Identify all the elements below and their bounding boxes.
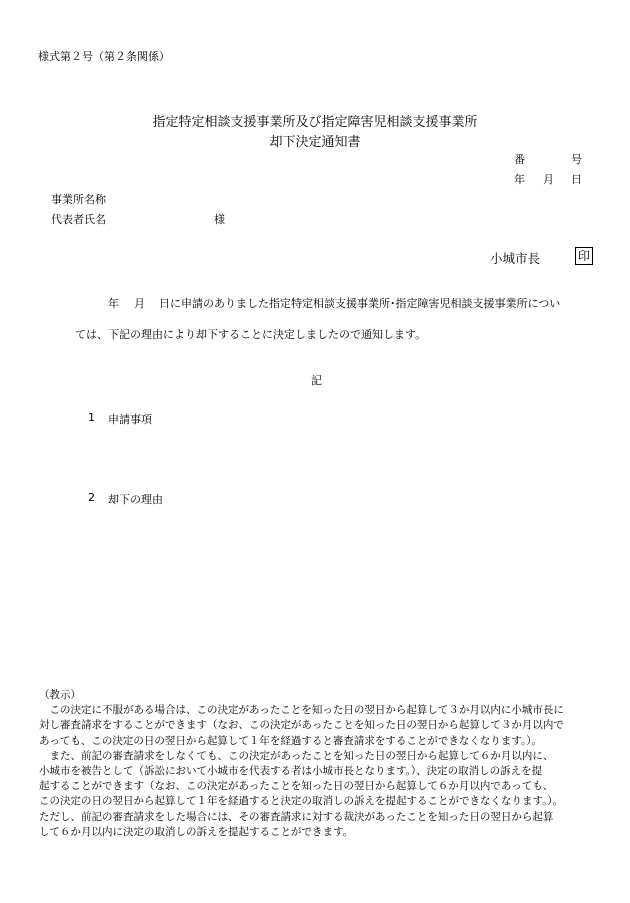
instruction-heading: （教示） [39, 689, 81, 701]
instruction-line: 対し審査請求をすることができます（なお、この決定があったことを知った日の翌日から起算して３か月以内で [39, 719, 564, 732]
body-year: 年 [108, 297, 119, 310]
instruction-line: また、前記の審査請求をしなくても、この決定があったことを知った日の翌日から起算して６か月以内に、 [39, 749, 554, 762]
instruction-block [39, 688, 599, 840]
issuer-name: 小城市長 [490, 251, 541, 266]
ki-heading: 記 [311, 374, 322, 387]
instruction-line: この決定に不服がある場合は、この決定があったことを知った日の翌日から起算して３か月以内に小城市長に [39, 704, 564, 717]
body-line-2: ては、下記の理由により却下することに決定しましたので通知します。 [75, 328, 427, 341]
date-year: 年 [514, 173, 525, 186]
document-subtitle: 却下決定通知書 [269, 135, 361, 150]
date-day: 日 [571, 173, 582, 186]
office-name-label: 事業所名称 [51, 193, 106, 206]
doc-number-go: 号 [571, 153, 582, 166]
date-month: 月 [543, 173, 554, 186]
body-line-1: 日に申請のありました指定特定相談支援事業所･指定障害児相談支援事業所につい [159, 297, 561, 310]
representative-name-label: 代表者氏名 [51, 213, 106, 226]
instruction-line: ただし、前記の審査請求をした場合には、その審査請求に対する裁決があったことを知った日の翌日から起算 [39, 810, 554, 823]
item-number-2: 2 [88, 491, 95, 504]
seal-mark: 印 [575, 247, 593, 265]
instruction-line: この決定の日の翌日から起算して１年を経過すると決定の取消しの訴えを提起することができなくなります。）。 [39, 795, 564, 808]
instruction-line: して６か月以内に決定の取消しの訴えを提起することができます。 [39, 825, 354, 838]
instruction-line: 起することができます（なお、この決定があったことを知った日の翌日から起算して６か月以内であっても、 [39, 780, 554, 793]
doc-number-ban: 番 [514, 153, 525, 166]
body-month: 月 [134, 297, 145, 310]
item-label-application: 申請事項 [108, 413, 152, 426]
honorific: 様 [214, 213, 225, 226]
form-number: 様式第２号（第２条関係） [38, 50, 170, 63]
item-number-1: 1 [88, 411, 95, 424]
instruction-line: あっても、この決定の日の翌日から起算して１年を経過すると審査請求をすることができなくなります。）。 [39, 734, 543, 747]
item-label-reason: 却下の理由 [108, 493, 163, 506]
instruction-line: 小城市を被告として（訴訟において小城市を代表する者は小城市長となります。）、決定の取消しの訴えを提 [39, 765, 543, 778]
document-title: 指定特定相談支援事業所及び指定障害児相談支援事業所 [152, 115, 478, 130]
